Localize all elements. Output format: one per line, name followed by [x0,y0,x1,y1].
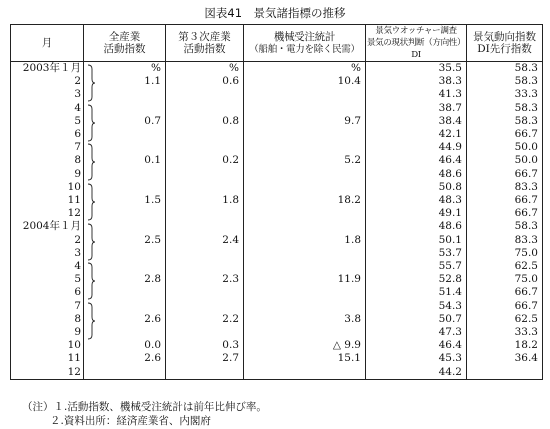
tertiary-cell [166,181,244,194]
table-row [11,273,543,286]
tertiary-cell [166,220,244,233]
table-row [11,286,543,299]
tertiary-cell: 0.6 [166,75,244,88]
machinery-cell: 1.8 [244,234,366,247]
leading-cell: 50.0 [467,141,543,154]
tertiary-cell [166,247,244,260]
leading-cell: 75.0 [467,273,543,286]
header-tertiary: 第３次産業 活動指数 [166,25,244,62]
machinery-cell: 15.1 [244,352,366,365]
month-cell: 3 [11,247,84,260]
note-1: （注）１.活動指数、機械受注統計は前年比伸び率。 [22,401,267,413]
table-row [11,75,543,88]
header-industry: 全産業 活動指数 [84,25,166,62]
table-row [11,352,543,365]
header-machinery: 機械受注統計 （船舶・電力を除く民需） [244,25,366,62]
tertiary-cell [166,260,244,273]
month-cell: 6 [11,286,84,299]
machinery-cell [244,128,366,141]
industry-cell: 2.5 [84,234,166,247]
month-cell: 12 [11,366,84,380]
table-row [11,154,543,167]
watcher-cell: 44.2 [366,366,467,380]
month-cell: 8 [11,313,84,326]
tertiary-cell [166,88,244,101]
machinery-cell: 18.2 [244,194,366,207]
month-cell: 4 [11,102,84,115]
industry-cell: 2.6 [84,313,166,326]
leading-cell: 83.3 [467,181,543,194]
month-cell: 2004年１月 [11,220,84,233]
month-cell: 7 [11,141,84,154]
watcher-cell: 45.3 [366,352,467,365]
machinery-cell [244,260,366,273]
tertiary-cell: 0.2 [166,154,244,167]
machinery-cell: △ 9.9 [244,339,366,352]
tertiary-cell [166,286,244,299]
month-cell: 5 [11,273,84,286]
tertiary-cell: 0.8 [166,115,244,128]
tertiary-cell: 0.3 [166,339,244,352]
watcher-cell: 50.8 [366,181,467,194]
watcher-cell: 38.4 [366,115,467,128]
leading-cell: 62.5 [467,260,543,273]
industry-cell [84,207,166,220]
machinery-cell [244,102,366,115]
machinery-cell: 9.7 [244,115,366,128]
industry-cell: 2.6 [84,352,166,365]
tertiary-cell: 1.8 [166,194,244,207]
leading-cell: 62.5 [467,313,543,326]
tertiary-cell [166,102,244,115]
month-cell: 9 [11,168,84,181]
economic-indicators-table [10,24,543,380]
header-leading: 景気動向指数 DI先行指数 [467,25,543,62]
industry-cell: 1.1 [84,75,166,88]
tertiary-cell: 2.3 [166,273,244,286]
watcher-cell: 48.3 [366,194,467,207]
tertiary-cell: % [166,62,244,76]
industry-cell: % [84,62,166,76]
watcher-cell: 52.8 [366,273,467,286]
month-cell: 9 [11,326,84,339]
table-row [11,168,543,181]
watcher-cell: 49.1 [366,207,467,220]
month-cell: 11 [11,194,84,207]
leading-cell: 58.3 [467,220,543,233]
watcher-cell: 54.3 [366,300,467,313]
machinery-cell [244,326,366,339]
table-row [11,115,543,128]
leading-cell: 33.3 [467,326,543,339]
table-row [11,128,543,141]
watcher-cell: 50.7 [366,313,467,326]
leading-cell: 75.0 [467,247,543,260]
month-cell: 4 [11,260,84,273]
table-row [11,194,543,207]
tertiary-cell: 2.4 [166,234,244,247]
watcher-cell: 46.4 [366,339,467,352]
machinery-cell [244,141,366,154]
month-cell: 6 [11,128,84,141]
month-cell: 10 [11,181,84,194]
table-body [11,62,543,380]
month-cell: 11 [11,352,84,365]
tertiary-cell [166,168,244,181]
industry-cell: 0.0 [84,339,166,352]
leading-cell: 36.4 [467,352,543,365]
table-row [11,313,543,326]
machinery-cell [244,88,366,101]
industry-cell: 1.5 [84,194,166,207]
leading-cell: 66.7 [467,128,543,141]
machinery-cell: % [244,62,366,76]
watcher-cell: 35.5 [366,62,467,76]
watcher-cell: 38.7 [366,102,467,115]
machinery-cell: 10.4 [244,75,366,88]
watcher-cell: 38.3 [366,75,467,88]
machinery-cell [244,181,366,194]
tertiary-cell: 2.2 [166,313,244,326]
leading-cell: 66.7 [467,168,543,181]
header-month: 月 [11,25,84,62]
table-row [11,234,543,247]
industry-cell [84,286,166,299]
watcher-cell: 50.1 [366,234,467,247]
machinery-cell: 3.8 [244,313,366,326]
tertiary-cell [166,326,244,339]
watcher-cell: 47.3 [366,326,467,339]
month-cell: 12 [11,207,84,220]
table-row [11,88,543,101]
table-row [11,207,543,220]
tertiary-cell [166,128,244,141]
industry-cell [84,247,166,260]
machinery-cell: 11.9 [244,273,366,286]
industry-cell [84,168,166,181]
table-row [11,366,543,380]
watcher-cell: 48.6 [366,220,467,233]
leading-cell: 66.7 [467,286,543,299]
month-cell: 3 [11,88,84,101]
leading-cell: 33.3 [467,88,543,101]
watcher-cell: 44.9 [366,141,467,154]
industry-cell [84,128,166,141]
machinery-cell [244,247,366,260]
note-2: ２.資料出所：経済産業省、内閣府 [50,415,211,427]
leading-cell: 66.7 [467,300,543,313]
leading-cell: 58.3 [467,115,543,128]
header-watcher: 景気ウオッチャー調査 景気の現状判断（方向性）DI [366,26,466,60]
industry-cell: 2.8 [84,273,166,286]
leading-cell: 58.3 [467,102,543,115]
machinery-cell [244,366,366,380]
table-row [11,339,543,352]
leading-cell: 66.7 [467,207,543,220]
tertiary-cell [166,207,244,220]
table-row [11,247,543,260]
machinery-cell: 5.2 [244,154,366,167]
watcher-cell: 41.3 [366,88,467,101]
month-cell: 2 [11,75,84,88]
machinery-cell [244,207,366,220]
leading-cell: 83.3 [467,234,543,247]
month-cell: 10 [11,339,84,352]
figure-title: 図表41 景気諸指標の推移 [204,6,346,20]
machinery-cell [244,168,366,181]
month-cell: 2003年１月 [11,62,84,76]
month-cell: 7 [11,300,84,313]
watcher-cell: 55.7 [366,260,467,273]
table-row [11,326,543,339]
leading-cell: 18.2 [467,339,543,352]
tertiary-cell [166,141,244,154]
machinery-cell [244,286,366,299]
leading-cell: 58.3 [467,75,543,88]
leading-cell: 58.3 [467,62,543,76]
machinery-cell [244,300,366,313]
leading-cell: 50.0 [467,154,543,167]
watcher-cell: 46.4 [366,154,467,167]
tertiary-cell: 2.7 [166,352,244,365]
industry-cell [84,366,166,380]
industry-cell [84,326,166,339]
watcher-cell: 48.6 [366,168,467,181]
tertiary-cell [166,300,244,313]
industry-cell: 0.7 [84,115,166,128]
industry-cell: 0.1 [84,154,166,167]
month-cell: 5 [11,115,84,128]
watcher-cell: 42.1 [366,128,467,141]
leading-cell [467,366,543,380]
tertiary-cell [166,366,244,380]
leading-cell: 66.7 [467,194,543,207]
machinery-cell [244,220,366,233]
industry-cell [84,88,166,101]
month-cell: 8 [11,154,84,167]
watcher-cell: 51.4 [366,286,467,299]
watcher-cell: 53.7 [366,247,467,260]
month-cell: 2 [11,234,84,247]
